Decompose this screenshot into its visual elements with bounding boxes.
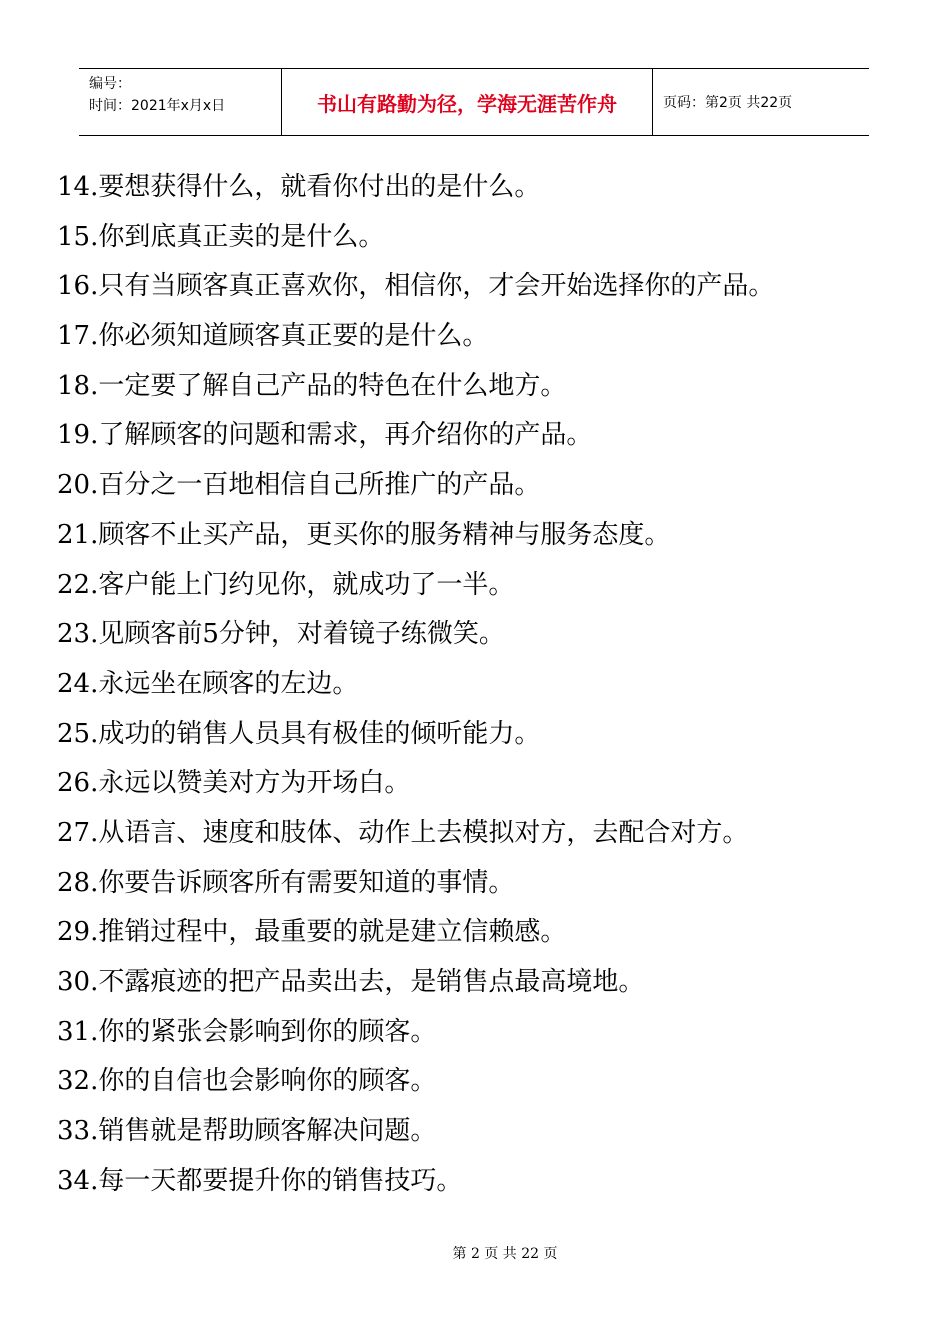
document-number: 编号： (89, 76, 131, 92)
list-item: 18.一定要了解自己产品的特色在什么地方。 (57, 370, 567, 401)
list-item: 27.从语言、速度和肢体、动作上去模拟对方，去配合对方。 (57, 817, 749, 848)
list-item: 21.顾客不止买产品，更买你的服务精神与服务态度。 (57, 519, 671, 550)
list-item: 25.成功的销售人员具有极佳的倾听能力。 (57, 718, 541, 749)
list-item: 26.永远以赞美对方为开场白。 (57, 768, 411, 799)
page-header (79, 68, 869, 136)
list-item: 33.销售就是帮助顾客解决问题。 (57, 1116, 437, 1147)
list-item: 34.每一天都要提升你的销售技巧。 (57, 1165, 463, 1196)
list-item: 22.客户能上门约见你，就成功了一半。 (57, 569, 515, 600)
list-item: 29.推销过程中，最重要的就是建立信赖感。 (57, 917, 567, 948)
document-date: 时间：2021年x月x日 (89, 98, 226, 114)
list-item: 23.见顾客前5分钟，对着镜子练微笑。 (57, 619, 505, 650)
list-item: 14.要想获得什么，就看你付出的是什么。 (57, 172, 541, 202)
list-item: 19.了解顾客的问题和需求，再介绍你的产品。 (57, 420, 593, 451)
list-item: 31.你的紧张会影响到你的顾客。 (57, 1016, 437, 1047)
header-motto: 书山有路勤为径，学海无涯苦作舟 (281, 69, 653, 135)
list-item: 15.你到底真正卖的是什么。 (57, 221, 385, 252)
tips-list (57, 163, 774, 1206)
list-item: 30.不露痕迹的把产品卖出去，是销售点最高境地。 (57, 967, 645, 997)
page-footer: 第 2 页 共 22 页 (452, 1246, 558, 1262)
list-item: 17.你必须知道顾客真正要的是什么。 (57, 321, 489, 352)
list-item: 24.永远坐在顾客的左边。 (57, 668, 359, 699)
header-page-info: 页码：第2页 共22页 (663, 95, 793, 111)
list-item: 28.你要告诉顾客所有需要知道的事情。 (57, 867, 515, 898)
list-item: 20.百分之一百地相信自己所推广的产品。 (57, 470, 541, 501)
list-item: 16.只有当顾客真正喜欢你，相信你，才会开始选择你的产品。 (57, 271, 775, 302)
list-item: 32.你的自信也会影响你的顾客。 (57, 1066, 437, 1097)
header-meta (79, 69, 281, 135)
